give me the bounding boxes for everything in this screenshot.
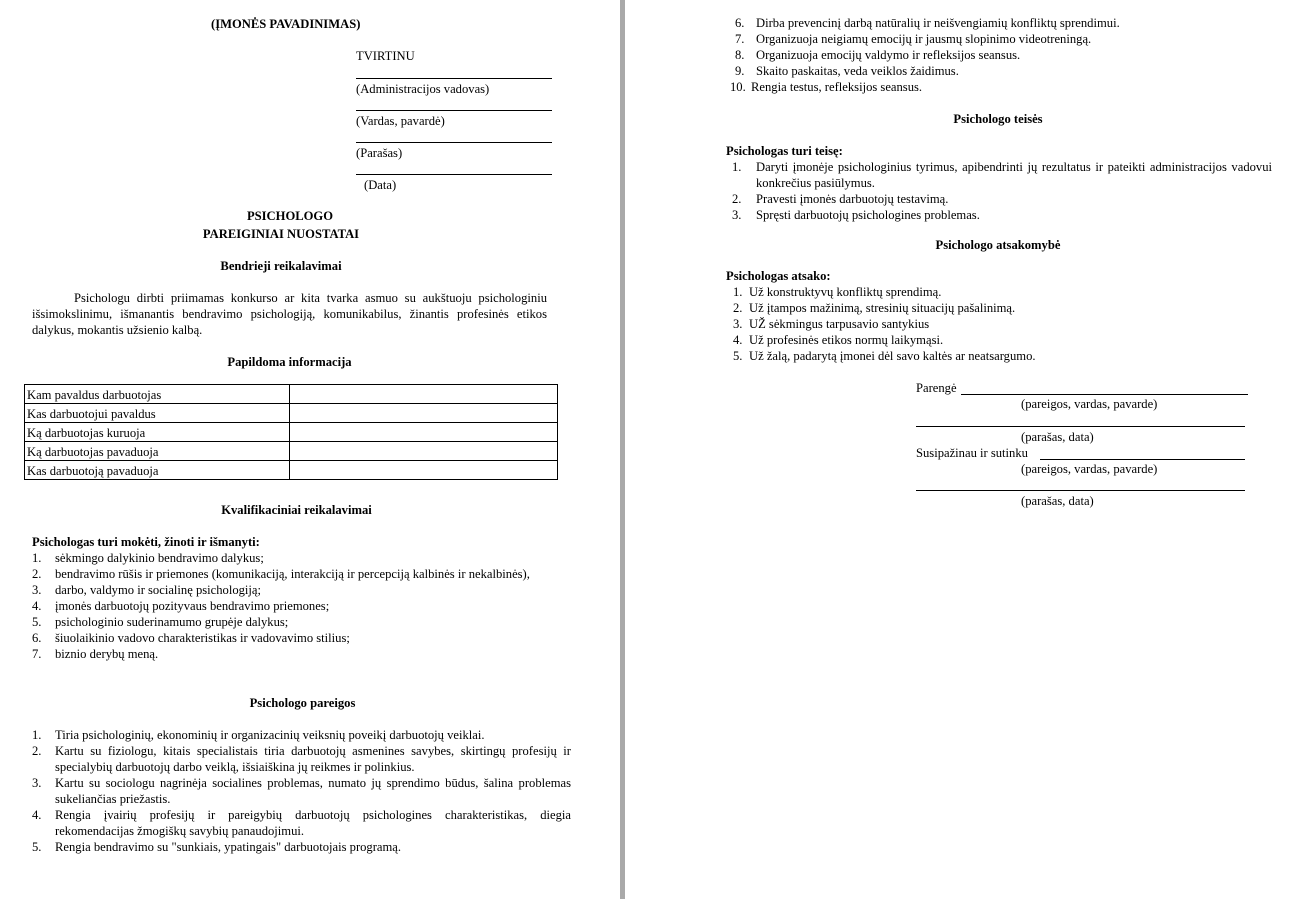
- list-text: Už žalą, padarytą įmonei dėl savo kaltės ar neatsargumo.: [749, 349, 1036, 363]
- list-number: 2.: [733, 301, 743, 315]
- doc-title-line-2: PAREIGINIAI NUOSTATAI: [202, 227, 360, 241]
- list-number: 10.: [730, 80, 746, 94]
- list-number: 3.: [733, 317, 743, 331]
- list-number: 3.: [32, 776, 42, 790]
- list-item: [735, 15, 1275, 31]
- table-cell-label: Ką darbuotojas pavaduoja: [25, 442, 290, 461]
- approve-label-date: (Data): [364, 178, 397, 192]
- list-item: [32, 566, 571, 582]
- list-item: [32, 775, 571, 807]
- list-number: 4.: [32, 599, 42, 613]
- list-text: biznio derybų meną.: [55, 647, 159, 661]
- list-text: Kartu su fiziologu, kitais specialistais tiria darbuotojų asmenines savybes, skirtingų profesijų ir specialybių darbuotojų darbo veiklą, išsiaiškina jų reikmes ir polinkius.: [55, 744, 571, 774]
- general-heading: Bendrieji reikalavimai: [220, 259, 342, 273]
- list-item: [32, 646, 571, 662]
- table-cell-value[interactable]: [290, 442, 558, 461]
- list-item: [32, 807, 571, 839]
- list-text: bendravimo rūšis ir priemones (komunikaciją, interakciją ir percepciją kalbinės ir nekalbinės),: [55, 567, 530, 581]
- extra-heading: Papildoma informacija: [227, 355, 352, 369]
- list-item: [32, 839, 571, 855]
- list-item: [32, 550, 571, 566]
- qualification-heading: Kvalifikaciniai reikalavimai: [221, 503, 372, 517]
- table-cell-value[interactable]: [290, 461, 558, 480]
- list-text: UŽ sėkmingus tarpusavio santykius: [749, 317, 930, 331]
- list-item: [733, 348, 1273, 364]
- list-text: Daryti įmonėje psichologinius tyrimus, apibendrinti jų rezultatus ir pateikti administracijos vadovui konkrečius pasiūlymus.: [756, 160, 1272, 190]
- list-number: 8.: [735, 48, 745, 62]
- prepared-sign-line[interactable]: [916, 426, 1245, 427]
- list-item: [32, 614, 571, 630]
- responsibility-heading: Psichologo atsakomybė: [935, 238, 1061, 252]
- rights-heading: Psichologo teisės: [953, 112, 1043, 126]
- list-item: [32, 727, 571, 743]
- list-number: 2.: [32, 744, 42, 758]
- table-row: [25, 404, 558, 423]
- agreed-hint: (pareigos, vardas, pavarde): [1021, 462, 1158, 476]
- list-number: 6.: [32, 631, 42, 645]
- list-text: Organizuoja neigiamų emocijų ir jausmų slopinimo videotreningą.: [756, 32, 1092, 46]
- table-row: [25, 385, 558, 404]
- list-item: [735, 47, 1275, 63]
- list-item: [732, 191, 1272, 207]
- table-cell-value[interactable]: [290, 423, 558, 442]
- list-number: 9.: [735, 64, 745, 78]
- agreed-sign-hint: (parašas, data): [1021, 494, 1094, 508]
- table-cell-label: Kam pavaldus darbuotojas: [25, 385, 290, 404]
- list-number: 1.: [733, 285, 743, 299]
- duties-list: [32, 727, 571, 855]
- list-item: [735, 63, 1275, 79]
- approve-label-admin: (Administracijos vadovas): [356, 82, 490, 96]
- table-row: [25, 423, 558, 442]
- page-right: [625, 0, 1297, 899]
- list-number: 3.: [32, 583, 42, 597]
- agreed-line[interactable]: [1040, 459, 1245, 460]
- list-item: [732, 159, 1272, 191]
- list-item: [32, 598, 571, 614]
- prepared-label: Parengė: [916, 381, 957, 395]
- list-number: 7.: [735, 32, 745, 46]
- list-text: Pravesti įmonės darbuotojų testavimą.: [756, 192, 949, 206]
- list-number: 5.: [32, 615, 42, 629]
- list-item: [732, 207, 1272, 223]
- list-text: įmonės darbuotojų pozityvaus bendravimo priemones;: [55, 599, 330, 613]
- list-number: 5.: [733, 349, 743, 363]
- list-text: Už įtampos mažinimą, stresinių situacijų pašalinimą.: [749, 301, 1016, 315]
- list-number: 4.: [32, 808, 42, 822]
- list-text: darbo, valdymo ir socialinę psichologiją;: [55, 583, 262, 597]
- table-cell-value[interactable]: [290, 385, 558, 404]
- list-text: Organizuoja emocijų valdymo ir refleksijos seansus.: [756, 48, 1021, 62]
- table-row: [25, 442, 558, 461]
- rights-subheading: Psichologas turi teisę:: [726, 144, 843, 158]
- list-number: 2.: [732, 192, 742, 206]
- qualification-subheading: Psichologas turi mokėti, žinoti ir išmanyti:: [32, 535, 260, 549]
- approve-label-signature: (Parašas): [356, 146, 403, 160]
- list-item: [733, 284, 1273, 300]
- list-number: 6.: [735, 16, 745, 30]
- list-text: šiuolaikinio vadovo charakteristikas ir vadovavimo stilius;: [55, 631, 350, 645]
- list-item: [32, 630, 571, 646]
- list-text: Spręsti darbuotojų psichologines problemas.: [756, 208, 980, 222]
- agreed-label: Susipažinau ir sutinku: [916, 446, 1028, 460]
- approve-line-4: [356, 174, 552, 175]
- list-text: Rengia įvairių profesijų ir pareigybių darbuotojų psichologines charakteristikas, diegia rekomendacijas žmogiškų savybių panaudojimui.: [55, 808, 571, 838]
- prepared-line[interactable]: [961, 394, 1248, 395]
- list-text: sėkmingo dalykinio bendravimo dalykus;: [55, 551, 264, 565]
- list-number: 1.: [732, 160, 742, 174]
- list-item: [733, 332, 1273, 348]
- list-number: 3.: [732, 208, 742, 222]
- table-row: [25, 461, 558, 480]
- list-number: 4.: [733, 333, 743, 347]
- approve-line-3: [356, 142, 552, 143]
- list-item: [733, 300, 1273, 316]
- prepared-sign-hint: (parašas, data): [1021, 430, 1094, 444]
- list-text: Už profesinės etikos normų laikymąsi.: [749, 333, 944, 347]
- doc-title-line-1: PSICHOLOGO: [246, 209, 334, 223]
- list-text: Skaito paskaitas, veda veiklos žaidimus.: [756, 64, 959, 78]
- general-text: Psichologu dirbti priimamas konkurso ar kita tvarka asmuo su aukštuoju psichologiniu išsimokslinimu, išmanantis bendravimo psichologiją, komunikabilus, žinantis profesinės etikos dalykus, mokantis užsienio kalbą.: [32, 291, 547, 337]
- list-text: Kartu su sociologu nagrinėja socialines problemas, numato jų sprendimo būdus, šalina problemas sukeliančias priežastis.: [55, 776, 571, 806]
- list-item: [32, 743, 571, 775]
- list-text: Dirba prevencinį darbą natūralių ir neišvengiamių konfliktų sprendimui.: [756, 16, 1120, 30]
- responsibility-list: [733, 284, 1273, 364]
- list-number: 5.: [32, 840, 42, 854]
- list-number: 1.: [32, 728, 42, 742]
- table-cell-label: Ką darbuotojas kuruoja: [25, 423, 290, 442]
- list-number: 1.: [32, 551, 42, 565]
- prepared-hint: (pareigos, vardas, pavarde): [1021, 397, 1158, 411]
- extra-info-table: [24, 384, 558, 480]
- list-text: Rengia bendravimo su "sunkiais, ypatingais" darbuotojais programą.: [55, 840, 402, 854]
- list-number: 7.: [32, 647, 42, 661]
- qualification-list: [32, 550, 571, 662]
- table-cell-value[interactable]: [290, 404, 558, 423]
- approve-title: TVIRTINU: [356, 49, 415, 63]
- list-item: [32, 582, 571, 598]
- table-cell-label: Kas darbuotoją pavaduoja: [25, 461, 290, 480]
- list-text: Už konstruktyvų konfliktų sprendimą.: [749, 285, 942, 299]
- list-text: psichologinio suderinamumo grupėje dalykus;: [55, 615, 289, 629]
- list-item: [735, 31, 1275, 47]
- company-name: (ĮMONĖS PAVADINIMAS): [211, 17, 361, 31]
- responsibility-subheading: Psichologas atsako:: [726, 269, 831, 283]
- approve-line-2: [356, 110, 552, 111]
- approve-label-name: (Vardas, pavardė): [356, 114, 445, 128]
- list-text: Tiria psichologinių, ekonominių ir organizacinių veiksnių poveikį darbuotojų veiklai.: [55, 728, 485, 742]
- duties-heading: Psichologo pareigos: [249, 696, 356, 710]
- list-number: 2.: [32, 567, 42, 581]
- duties-list-continued: [730, 15, 1275, 95]
- list-item: [730, 79, 1275, 95]
- approve-line-1: [356, 78, 552, 79]
- page-left: [0, 0, 620, 899]
- list-text: Rengia testus, refleksijos seansus.: [751, 80, 923, 94]
- table-cell-label: Kas darbuotojui pavaldus: [25, 404, 290, 423]
- list-item: [733, 316, 1273, 332]
- rights-list: [732, 159, 1272, 223]
- agreed-sign-line[interactable]: [916, 490, 1245, 491]
